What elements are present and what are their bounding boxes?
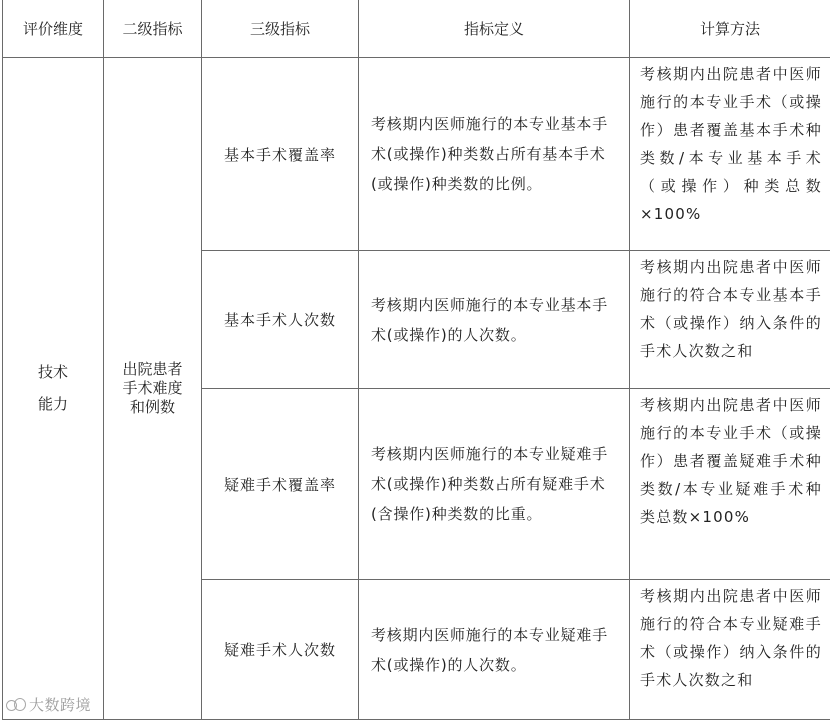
- table-header-row: [3, 0, 830, 58]
- level2-line: 和例数: [129, 398, 175, 416]
- method-text: 考核期内出院患者中医师施行的本专业手术（或操作）患者覆盖疑难手术种类数/本专业疑难手术种类总数×100%: [640, 396, 822, 526]
- level2-line: 手术难度: [122, 379, 183, 397]
- header-cell-level2: 二级指标: [104, 0, 202, 58]
- method-cell: [630, 389, 830, 580]
- watermark: [6, 694, 91, 715]
- dimension-cell: [3, 58, 104, 720]
- definition-cell: 考核期内医师施行的本专业疑难手术(或操作)的人次数。: [359, 580, 630, 720]
- watermark-logo-icon: [6, 698, 26, 712]
- table-row: [3, 58, 830, 251]
- definition-cell: 考核期内医师施行的本专业基本手术(或操作)种类数占所有基本手术(或操作)种类数的比例。: [359, 58, 630, 251]
- header-cell-definition: 指标定义: [359, 0, 630, 58]
- indicator-table: [2, 0, 830, 720]
- level3-cell: 疑难手术覆盖率: [202, 389, 359, 580]
- definition-cell: 考核期内医师施行的本专业疑难手术(或操作)种类数占所有疑难手术(含操作)种类数的比重。: [359, 389, 630, 580]
- watermark-text: 大数跨境: [29, 696, 92, 714]
- method-text: 考核期内出院患者中医师施行的符合本专业疑难手术（或操作）纳入条件的手术人次数之和: [640, 587, 822, 689]
- header-cell-level3: 三级指标: [202, 0, 359, 58]
- level3-cell: 基本手术人次数: [202, 251, 359, 389]
- level3-cell: 基本手术覆盖率: [202, 58, 359, 251]
- header-cell-method: 计算方法: [630, 0, 830, 58]
- method-text: 考核期内出院患者中医师施行的本专业手术（或操作）患者覆盖基本手术种类数/本专业基本手术（或操作）种类总数×100%: [640, 65, 822, 223]
- header-cell-dimension: 评价维度: [3, 0, 104, 58]
- method-text: 考核期内出院患者中医师施行的符合本专业基本手术（或操作）纳入条件的手术人次数之和: [640, 258, 822, 360]
- method-cell: [630, 58, 830, 251]
- dimension-line: 能力: [37, 395, 68, 413]
- level2-cell: [104, 58, 202, 720]
- dimension-line: 技术: [37, 363, 68, 381]
- definition-cell: 考核期内医师施行的本专业基本手术(或操作)的人次数。: [359, 251, 630, 389]
- method-cell: [630, 251, 830, 389]
- level3-cell: 疑难手术人次数: [202, 580, 359, 720]
- method-cell: [630, 580, 830, 720]
- level2-line: 出院患者: [122, 360, 183, 378]
